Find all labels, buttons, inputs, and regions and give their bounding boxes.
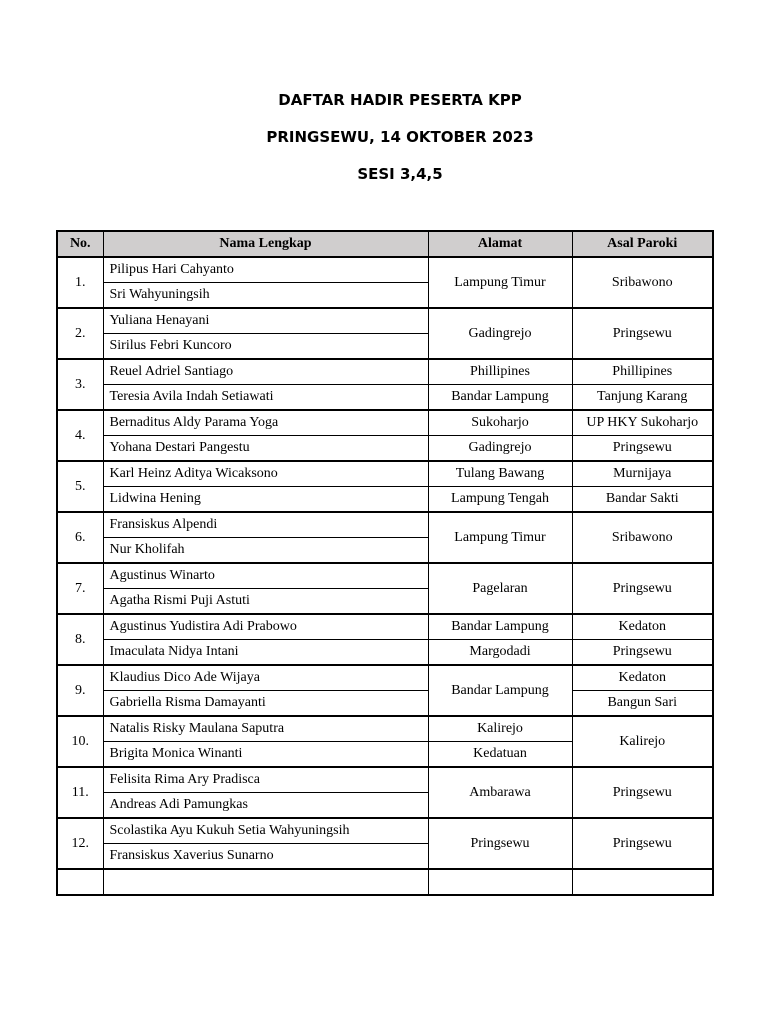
- address-cell: Bandar Lampung: [428, 385, 572, 411]
- row-number: 1.: [57, 257, 103, 308]
- table-row: [57, 563, 713, 589]
- participant-group: [57, 563, 713, 614]
- participant-name: Andreas Adi Pamungkas: [103, 793, 428, 819]
- participant-name: Scolastika Ayu Kukuh Setia Wahyuningsih: [103, 818, 428, 844]
- table-row: [57, 436, 713, 462]
- participant-group: [57, 818, 713, 869]
- address-cell: Kalirejo: [428, 716, 572, 742]
- participant-name: Brigita Monica Winanti: [103, 742, 428, 768]
- participant-name: Sirilus Febri Kuncoro: [103, 334, 428, 360]
- column-header-name: Nama Lengkap: [103, 231, 428, 257]
- empty-group: [57, 869, 713, 895]
- participant-name: Karl Heinz Aditya Wicaksono: [103, 461, 428, 487]
- parish-cell: Tanjung Karang: [572, 385, 713, 411]
- address-cell: Kedatuan: [428, 742, 572, 768]
- table-row: [57, 767, 713, 793]
- parish-cell: UP HKY Sukoharjo: [572, 410, 713, 436]
- row-number: 6.: [57, 512, 103, 563]
- table-row: [57, 385, 713, 411]
- address-cell: Gadingrejo: [428, 308, 572, 359]
- participant-name: Pilipus Hari Cahyanto: [103, 257, 428, 283]
- row-number: 2.: [57, 308, 103, 359]
- empty-cell: [572, 869, 713, 895]
- column-header-no: No.: [57, 231, 103, 257]
- participant-group: [57, 308, 713, 359]
- parish-cell: Pringsewu: [572, 767, 713, 818]
- address-cell: Phillipines: [428, 359, 572, 385]
- participant-name: Nur Kholifah: [103, 538, 428, 564]
- parish-cell: Bangun Sari: [572, 691, 713, 717]
- participant-name: Sri Wahyuningsih: [103, 283, 428, 309]
- address-cell: Tulang Bawang: [428, 461, 572, 487]
- table-row: [57, 818, 713, 844]
- participant-group: [57, 461, 713, 512]
- participant-name: Klaudius Dico Ade Wijaya: [103, 665, 428, 691]
- participant-name: Yohana Destari Pangestu: [103, 436, 428, 462]
- participant-group: [57, 614, 713, 665]
- table-row: [57, 614, 713, 640]
- participant-name: Lidwina Hening: [103, 487, 428, 513]
- empty-cell: [103, 869, 428, 895]
- table-row: [57, 359, 713, 385]
- participant-name: Felisita Rima Ary Pradisca: [103, 767, 428, 793]
- participant-group: [57, 512, 713, 563]
- parish-cell: Sribawono: [572, 257, 713, 308]
- row-number: 11.: [57, 767, 103, 818]
- parish-cell: Pringsewu: [572, 640, 713, 666]
- participant-group: [57, 767, 713, 818]
- parish-cell: Pringsewu: [572, 436, 713, 462]
- participant-name: Reuel Adriel Santiago: [103, 359, 428, 385]
- table-row: [57, 691, 713, 717]
- participant-name: Fransiskus Alpendi: [103, 512, 428, 538]
- participant-group: [57, 257, 713, 308]
- table-header: [57, 231, 713, 257]
- empty-cell: [57, 869, 103, 895]
- table-row: [57, 716, 713, 742]
- document-subtitle: PRINGSEWU, 14 OKTOBER 2023: [266, 128, 534, 146]
- document-header: [0, 88, 768, 199]
- empty-cell: [428, 869, 572, 895]
- parish-cell: Murnijaya: [572, 461, 713, 487]
- row-number: 3.: [57, 359, 103, 410]
- row-number: 12.: [57, 818, 103, 869]
- parish-cell: Sribawono: [572, 512, 713, 563]
- attendance-table: [56, 230, 714, 896]
- address-cell: Bandar Lampung: [428, 614, 572, 640]
- row-number: 7.: [57, 563, 103, 614]
- parish-cell: Phillipines: [572, 359, 713, 385]
- row-number: 8.: [57, 614, 103, 665]
- participant-name: Fransiskus Xaverius Sunarno: [103, 844, 428, 870]
- participant-name: Imaculata Nidya Intani: [103, 640, 428, 666]
- participant-name: Agustinus Yudistira Adi Prabowo: [103, 614, 428, 640]
- parish-cell: Pringsewu: [572, 818, 713, 869]
- address-cell: Ambarawa: [428, 767, 572, 818]
- table-row: [57, 512, 713, 538]
- empty-row: [57, 869, 713, 895]
- parish-cell: Kedaton: [572, 665, 713, 691]
- participant-name: Yuliana Henayani: [103, 308, 428, 334]
- row-number: 10.: [57, 716, 103, 767]
- address-cell: Lampung Tengah: [428, 487, 572, 513]
- table-row: [57, 308, 713, 334]
- parish-cell: Pringsewu: [572, 308, 713, 359]
- parish-cell: Bandar Sakti: [572, 487, 713, 513]
- participant-name: Bernaditus Aldy Parama Yoga: [103, 410, 428, 436]
- address-cell: Margodadi: [428, 640, 572, 666]
- address-cell: Bandar Lampung: [428, 665, 572, 716]
- row-number: 4.: [57, 410, 103, 461]
- column-header-paroki: Asal Paroki: [572, 231, 713, 257]
- column-header-alamat: Alamat: [428, 231, 572, 257]
- participant-group: [57, 359, 713, 410]
- parish-cell: Kalirejo: [572, 716, 713, 767]
- address-cell: Lampung Timur: [428, 512, 572, 563]
- participant-name: Agatha Rismi Puji Astuti: [103, 589, 428, 615]
- row-number: 9.: [57, 665, 103, 716]
- table-row: [57, 665, 713, 691]
- participant-name: Teresia Avila Indah Setiawati: [103, 385, 428, 411]
- participant-name: Natalis Risky Maulana Saputra: [103, 716, 428, 742]
- participant-group: [57, 665, 713, 716]
- address-cell: Lampung Timur: [428, 257, 572, 308]
- participant-name: Gabriella Risma Damayanti: [103, 691, 428, 717]
- participant-group: [57, 410, 713, 461]
- row-number: 5.: [57, 461, 103, 512]
- address-cell: Pagelaran: [428, 563, 572, 614]
- address-cell: Gadingrejo: [428, 436, 572, 462]
- participant-group: [57, 716, 713, 767]
- table-row: [57, 410, 713, 436]
- table-row: [57, 640, 713, 666]
- table-row: [57, 461, 713, 487]
- document-title: DAFTAR HADIR PESERTA KPP: [278, 91, 522, 109]
- table-row: [57, 487, 713, 513]
- address-cell: Pringsewu: [428, 818, 572, 869]
- parish-cell: Pringsewu: [572, 563, 713, 614]
- parish-cell: Kedaton: [572, 614, 713, 640]
- participant-name: Agustinus Winarto: [103, 563, 428, 589]
- table-row: [57, 257, 713, 283]
- address-cell: Sukoharjo: [428, 410, 572, 436]
- session-label: SESI 3,4,5: [357, 165, 443, 183]
